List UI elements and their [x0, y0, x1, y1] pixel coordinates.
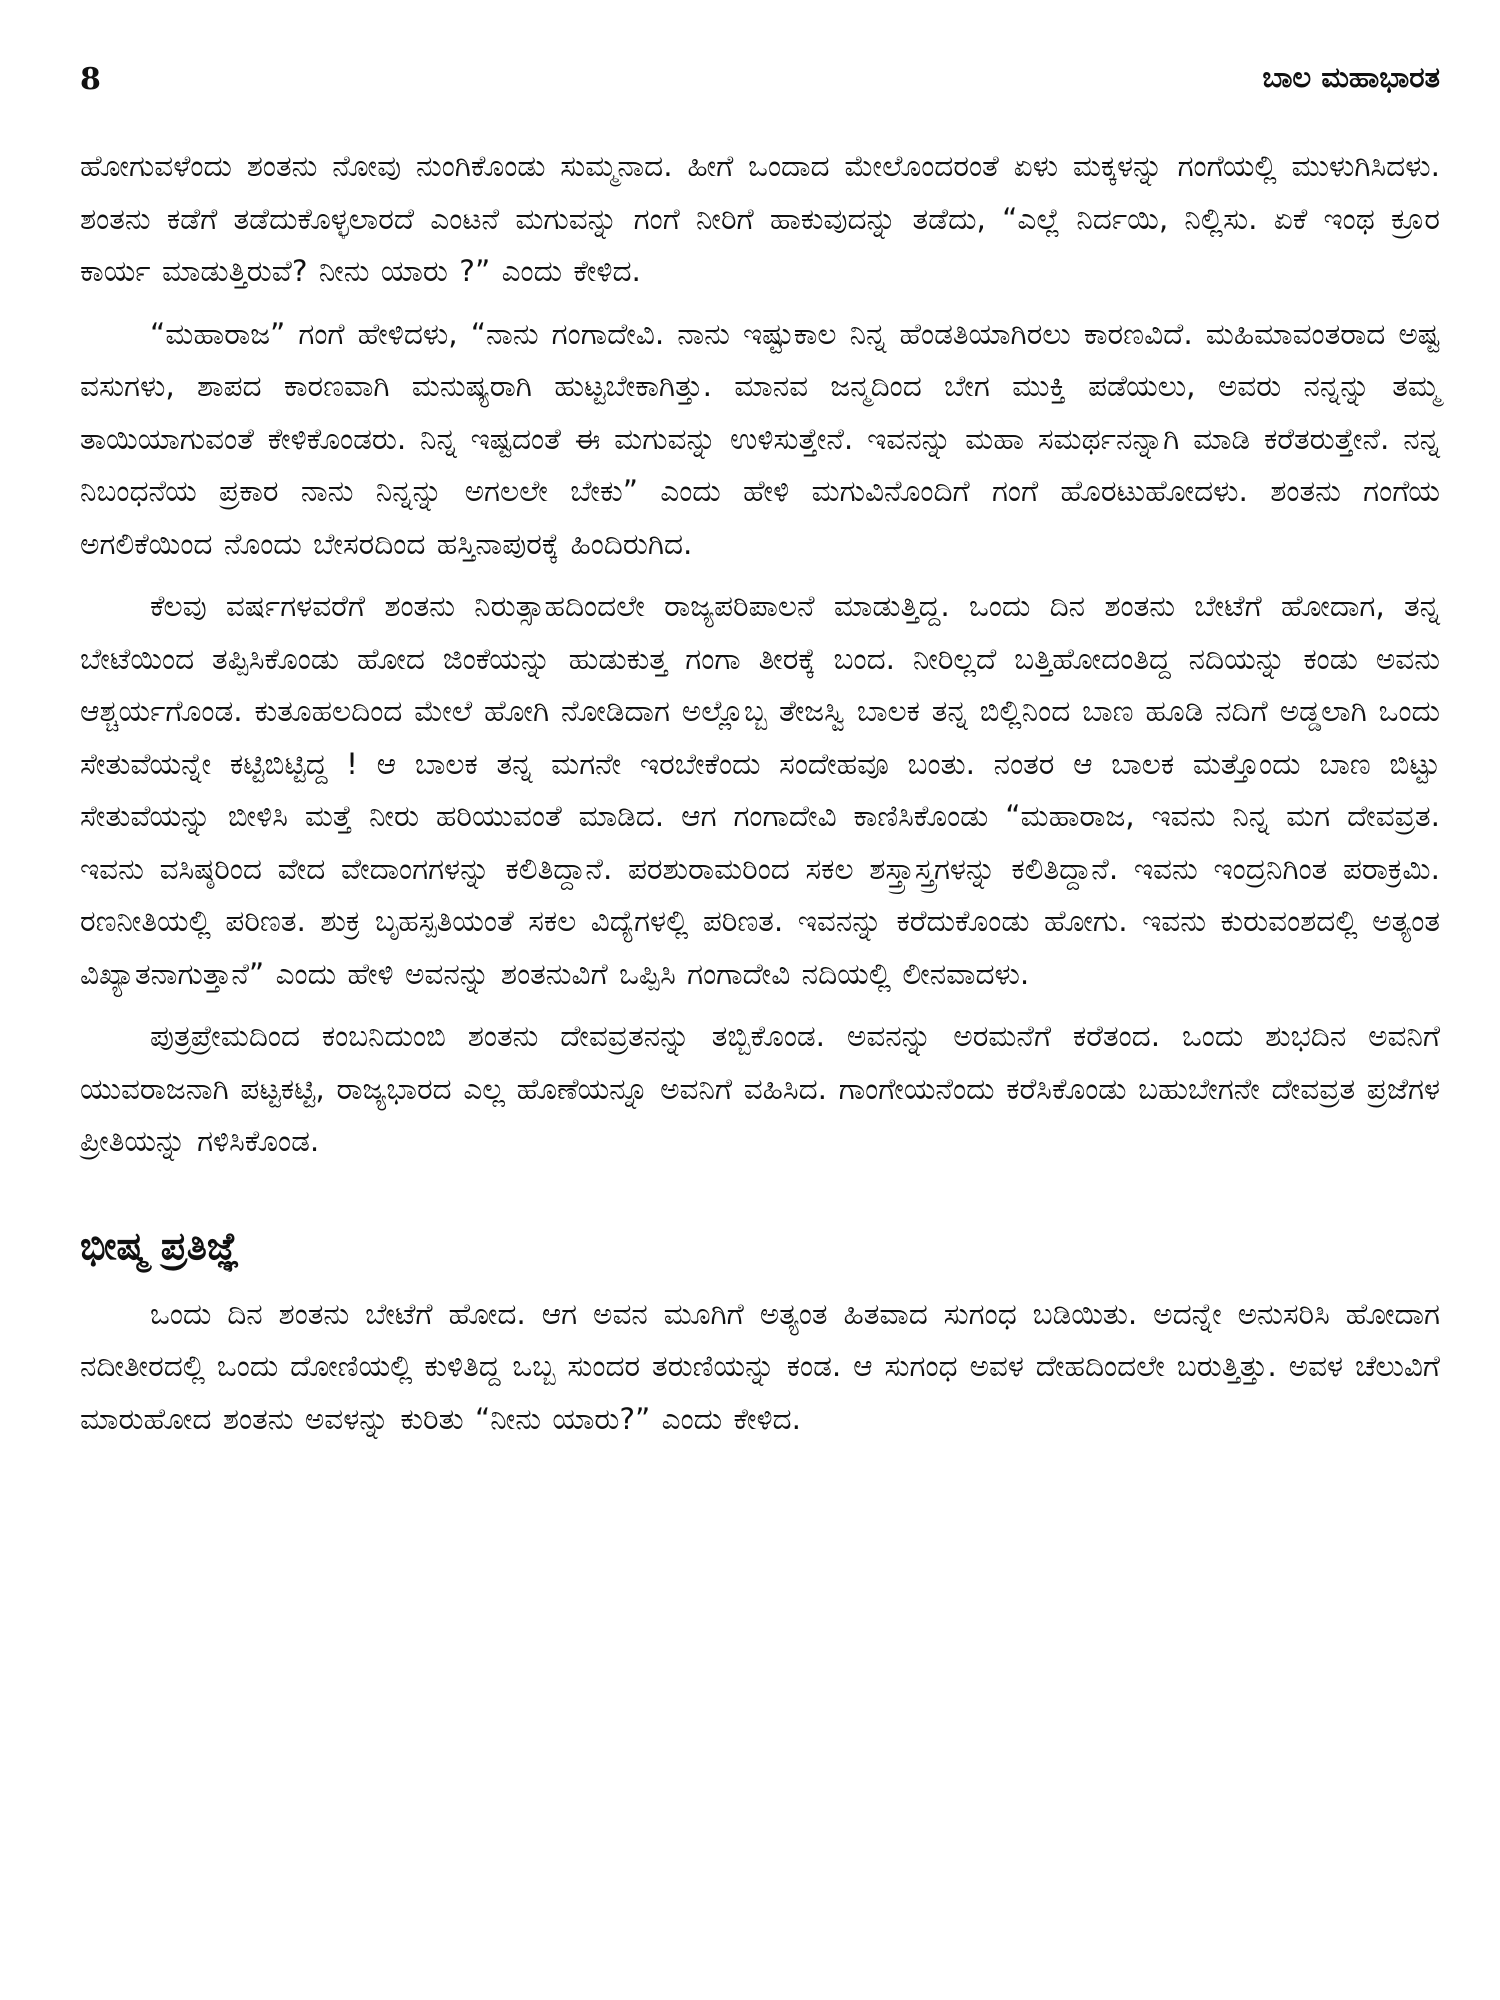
page-number: 8: [80, 62, 101, 97]
body-paragraph: “ಮಹಾರಾಜ” ಗಂಗೆ ಹೇಳಿದಳು, “ನಾನು ಗಂಗಾದೇವಿ. ನಾನು ಇಷ್ಟುಕಾಲ ನಿನ್ನ ಹೆಂಡತಿಯಾಗಿರಲು ಕಾರಣವಿದೆ. ಮಹಿಮಾವಂತರಾದ ಅಷ್ಟ ವಸುಗಳು, ಶಾಪದ ಕಾರಣವಾಗಿ ಮನುಷ್ಯರಾಗಿ ಹುಟ್ಟಬೇಕಾಗಿತ್ತು. ಮಾನವ ಜನ್ಮದಿಂದ ಬೇಗ ಮುಕ್ತಿ ಪಡೆಯಲು, ಅವರು ನನ್ನನ್ನು ತಮ್ಮ ತಾಯಿಯಾಗುವಂತೆ ಕೇಳಿಕೊಂಡರು. ನಿನ್ನ ಇಷ್ಟದಂತೆ ಈ ಮಗುವನ್ನು ಉಳಿಸುತ್ತೇನೆ. ಇವನನ್ನು ಮಹಾ ಸಮರ್ಥನನ್ನಾಗಿ ಮಾಡಿ ಕರೆತರುತ್ತೇನೆ. ನನ್ನ ನಿಬಂಧನೆಯ ಪ್ರಕಾರ ನಾನು ನಿನ್ನನ್ನು ಅಗಲಲೇ ಬೇಕು” ಎಂದು ಹೇಳಿ ಮಗುವಿನೊಂದಿಗೆ ಗಂಗೆ ಹೊರಟುಹೋದಳು. ಶಂತನು ಗಂಗೆಯ ಅಗಲಿಕೆಯಿಂದ ನೊಂದು ಬೇಸರದಿಂದ ಹಸ್ತಿನಾಪುರಕ್ಕೆ ಹಿಂದಿರುಗಿದ.: [80, 316, 1440, 561]
body-paragraph: ಹೋಗುವಳೆಂದು ಶಂತನು ನೋವು ನುಂಗಿಕೊಂಡು ಸುಮ್ಮನಾದ. ಹೀಗೆ ಒಂದಾದ ಮೇಲೊಂದರಂತೆ ಏಳು ಮಕ್ಕಳನ್ನು ಗಂಗೆಯಲ್ಲಿ ಮುಳುಗಿಸಿದಳು. ಶಂತನು ಕಡೆಗೆ ತಡೆದುಕೊಳ್ಳಲಾರದೆ ಎಂಟನೆ ಮಗುವನ್ನು ಗಂಗೆ ನೀರಿಗೆ ಹಾಕುವುದನ್ನು ತಡೆದು, “ಎಲ್ಲೆ ನಿರ್ದಯಿ, ನಿಲ್ಲಿಸು. ಏಕೆ ಇಂಥ ಕ್ರೂರ ಕಾರ್ಯ ಮಾಡುತ್ತಿರುವೆ? ನೀನು ಯಾರು ?” ಎಂದು ಕೇಳಿದ.: [80, 149, 1440, 288]
book-title: ಬಾಲ ಮಹಾಭಾರತ: [1262, 60, 1440, 94]
section-heading: ಭೀಷ್ಮ ಪ್ರತಿಜ್ಞೆ: [80, 1223, 240, 1268]
book-page: [80, 52, 1440, 1982]
body-paragraph: ಪುತ್ರಪ್ರೇಮದಿಂದ ಕಂಬನಿದುಂಬಿ ಶಂತನು ದೇವವ್ರತನನ್ನು ತಬ್ಬಿಕೊಂಡ. ಅವನನ್ನು ಅರಮನೆಗೆ ಕರೆತಂದ. ಒಂದು ಶುಭದಿನ ಅವನಿಗೆ ಯುವರಾಜನಾಗಿ ಪಟ್ಟಕಟ್ಟಿ, ರಾಜ್ಯಭಾರದ ಎಲ್ಲ ಹೊಣೆಯನ್ನೂ ಅವನಿಗೆ ವಹಿಸಿದ. ಗಾಂಗೇಯನೆಂದು ಕರೆಸಿಕೊಂಡು ಬಹುಬೇಗನೇ ದೇವವ್ರತ ಪ್ರಜೆಗಳ ಪ್ರೀತಿಯನ್ನು ಗಳಿಸಿಕೊಂಡ.: [80, 1019, 1440, 1158]
body-paragraph: ಕೆಲವು ವರ್ಷಗಳವರೆಗೆ ಶಂತನು ನಿರುತ್ಸಾಹದಿಂದಲೇ ರಾಜ್ಯಪರಿಪಾಲನೆ ಮಾಡುತ್ತಿದ್ದ. ಒಂದು ದಿನ ಶಂತನು ಬೇಟೆಗೆ ಹೋದಾಗ, ತನ್ನ ಬೇಟೆಯಿಂದ ತಪ್ಪಿಸಿಕೊಂಡು ಹೋದ ಜಿಂಕೆಯನ್ನು ಹುಡುಕುತ್ತ ಗಂಗಾ ತೀರಕ್ಕೆ ಬಂದ. ನೀರಿಲ್ಲದೆ ಬತ್ತಿಹೋದಂತಿದ್ದ ನದಿಯನ್ನು ಕಂಡು ಅವನು ಆಶ್ಚರ್ಯಗೊಂಡ. ಕುತೂಹಲದಿಂದ ಮೇಲೆ ಹೋಗಿ ನೋಡಿದಾಗ ಅಲ್ಲೊಬ್ಬ ತೇಜಸ್ವಿ ಬಾಲಕ ತನ್ನ ಬಿಲ್ಲಿನಿಂದ ಬಾಣ ಹೂಡಿ ನದಿಗೆ ಅಡ್ಡಲಾಗಿ ಒಂದು ಸೇತುವೆಯನ್ನೇ ಕಟ್ಟಿಬಿಟ್ಟಿದ್ದ ! ಆ ಬಾಲಕ ತನ್ನ ಮಗನೇ ಇರಬೇಕೆಂದು ಸಂದೇಹವೂ ಬಂತು. ನಂತರ ಆ ಬಾಲಕ ಮತ್ತೊಂದು ಬಾಣ ಬಿಟ್ಟು ಸೇತುವೆಯನ್ನು ಬೀಳಿಸಿ ಮತ್ತೆ ನೀರು ಹರಿಯುವಂತೆ ಮಾಡಿದ. ಆಗ ಗಂಗಾದೇವಿ ಕಾಣಿಸಿಕೊಂಡು “ಮಹಾರಾಜ, ಇವನು ನಿನ್ನ ಮಗ ದೇವವ್ರತ. ಇವನು ವಸಿಷ್ಠರಿಂದ ವೇದ ವೇದಾಂಗಗಳನ್ನು ಕಲಿತಿದ್ದಾನೆ. ಪರಶುರಾಮರಿಂದ ಸಕಲ ಶಸ್ತ್ರಾಸ್ತ್ರಗಳನ್ನು ಕಲಿತಿದ್ದಾನೆ. ಇವನು ಇಂದ್ರನಿಗಿಂತ ಪರಾಕ್ರಮಿ. ರಣನೀತಿಯಲ್ಲಿ ಪರಿಣತ. ಶುಕ್ರ ಬೃಹಸ್ಪತಿಯಂತೆ ಸಕಲ ವಿದ್ಯೆಗಳಲ್ಲಿ ಪರಿಣತ. ಇವನನ್ನು ಕರೆದುಕೊಂಡು ಹೋಗು. ಇವನು ಕುರುವಂಶದಲ್ಲಿ ಅತ್ಯಂತ ವಿಖ್ಯಾತನಾಗುತ್ತಾನೆ” ಎಂದು ಹೇಳಿ ಅವನನ್ನು ಶಂತನುವಿಗೆ ಒಪ್ಪಿಸಿ ಗಂಗಾದೇವಿ ನದಿಯಲ್ಲಿ ಲೀನವಾದಳು.: [80, 589, 1440, 991]
section-paragraph: ಒಂದು ದಿನ ಶಂತನು ಬೇಟೆಗೆ ಹೋದ. ಆಗ ಅವನ ಮೂಗಿಗೆ ಅತ್ಯಂತ ಹಿತವಾದ ಸುಗಂಧ ಬಡಿಯಿತು. ಅದನ್ನೇ ಅನುಸರಿಸಿ ಹೋದಾಗ ನದೀತೀರದಲ್ಲಿ ಒಂದು ದೋಣಿಯಲ್ಲಿ ಕುಳಿತಿದ್ದ ಒಬ್ಬ ಸುಂದರ ತರುಣಿಯನ್ನು ಕಂಡ. ಆ ಸುಗಂಧ ಅವಳ ದೇಹದಿಂದಲೇ ಬರುತ್ತಿತ್ತು. ಅವಳ ಚೆಲುವಿಗೆ ಮಾರುಹೋದ ಶಂತನು ಅವಳನ್ನು ಕುರಿತು “ನೀನು ಯಾರು?” ಎಂದು ಕೇಳಿದ.: [80, 1296, 1440, 1436]
running-header: [80, 52, 1440, 112]
